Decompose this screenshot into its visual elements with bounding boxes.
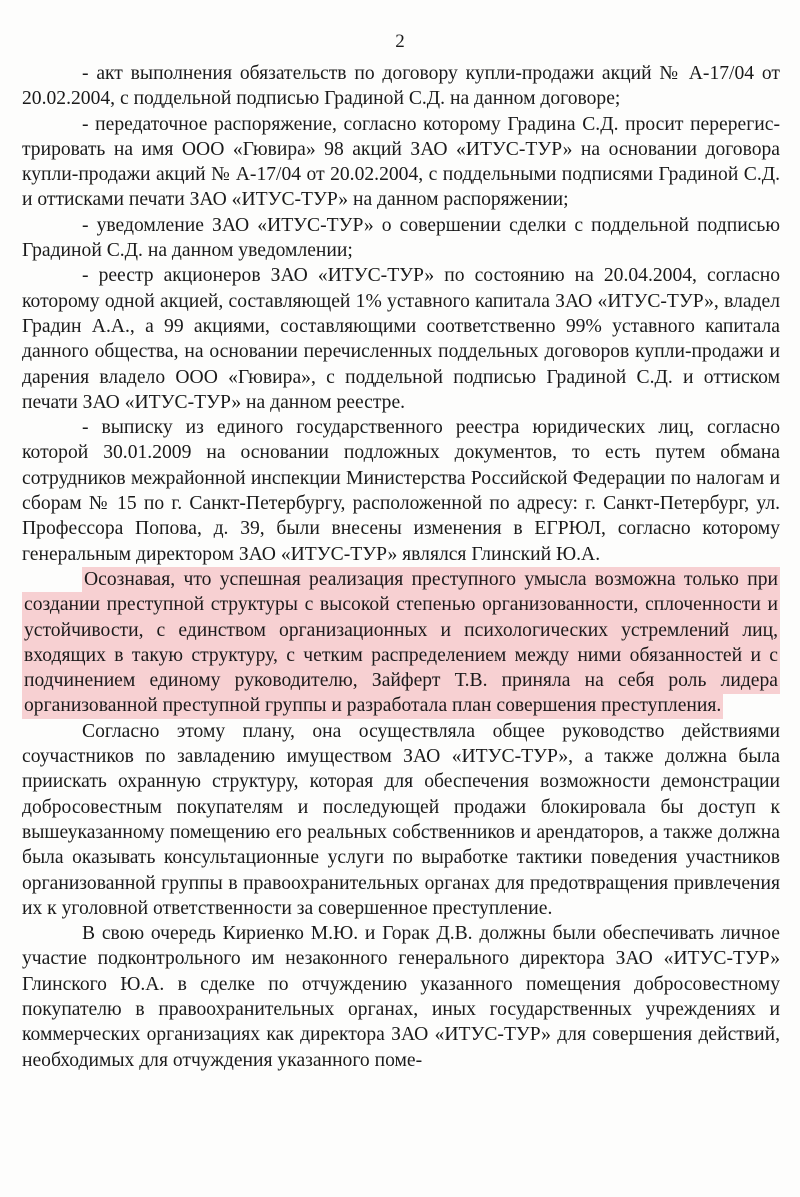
paragraph-transfer-order: - передаточное распоряжение, согласно которому Градина С.Д. просит перерегистрировать на имя ООО «Гювира» 98 акций ЗАО «ИТУС-ТУР» на основании договора купли-продажи акций № А-17/04 от 20.02.2004, с поддельными подписями Градиной С.Д. и оттисками печати ЗАО «ИТУС-ТУР» на данном распоряжении; [22,113,780,211]
paragraph-highlighted-organized-group [22,567,780,719]
paragraph-participants-duties: В свою очередь Кириенко М.Ю. и Горак Д.В. должны были обеспечивать личное участие подконтрольного им незаконного генерального директора ЗАО «ИТУС-ТУР» Глинского Ю.А. в сделке по отчуждению указанного помещения добросовестному покупателю в правоохранительных органах, иных государственных учреждениях и коммерческих организациях как директора ЗАО «ИТУС-ТУР» для совершения действий, необходимых для отчуждения указанного поме- [22,923,780,1071]
paragraph-registry-extract: - выписку из единого государственного реестра юридических лиц, согласно которой 30.01.2009 на основании подложных документов, то есть путем обмана сотрудников межрайонной инспекции Министерства Российской Федерации по налогам и сборам № 15 по г. Санкт-Петербургу, расположенной по адресу: г. Санкт-Петербург, ул. Профессора Попова, д. 39, были внесены изменения в ЕГРЮЛ, согласно которому генеральным директором ЗАО «ИТУС-ТУР» являлся Глинский Ю.А. [22,417,780,565]
document-body [22,61,780,1073]
paragraph-act-of-fulfillment: - акт выполнения обязательств по договору купли-продажи акций № А-17/04 от 20.02.2004, с поддельной подписью Градиной С.Д. на данном договоре; [22,63,780,110]
paragraph-shareholder-register: - реестр акционеров ЗАО «ИТУС-ТУР» по состоянию на 20.04.2004, согласно которому одной акцией, составляющей 1% уставного капитала ЗАО «ИТУС-ТУР», владел Градин А.А., а 99 акциями, составляющими соответственно 99% уставного капитала данного общества, на основании перечисленных поддельных договоров купли-продажи и дарения владело ООО «Гювира», с поддельной подписью Градиной С.Д. и оттиском печати ЗАО «ИТУС-ТУР» на данном реестре. [22,265,780,413]
page-number: 2 [395,31,405,52]
paragraph-plan: Согласно этому плану, она осуществляла общее руководство действиями соучастников по завладению имуществом ЗАО «ИТУС-ТУР», а также должна была приискать охранную структуру, которая для обеспечения возможности демонстрации добросовестным покупателям и последующей продажи блокировала бы доступ к вышеуказанному помещению его реальных собственников и арендаторов, а также должна была оказывать консультационные услуги по выработке тактики поведения участников организованной группы в правоохранительных органах для предотвращения привлечения их к уголовной ответственности за совершенное преступление. [22,720,780,919]
highlighted-text: Осознавая, что успешная реализация преступного умысла возможна только при создании преступной структуры с высокой степенью организованности, сплоченности и устойчивости, с единством организационных и психологических устремлений лиц, входящих в такую структуру, с четким распределением между ними обязанностей и с подчинением единому руководителю, Зайферт Т.В. приняла на себя роль лидера организованной преступной группы и разработала план совершения преступления. [22,567,780,719]
paragraph-notification: - уведомление ЗАО «ИТУС-ТУР» о совершении сделки с поддельной подписью Градиной С.Д. на данном уведомлении; [22,214,780,262]
